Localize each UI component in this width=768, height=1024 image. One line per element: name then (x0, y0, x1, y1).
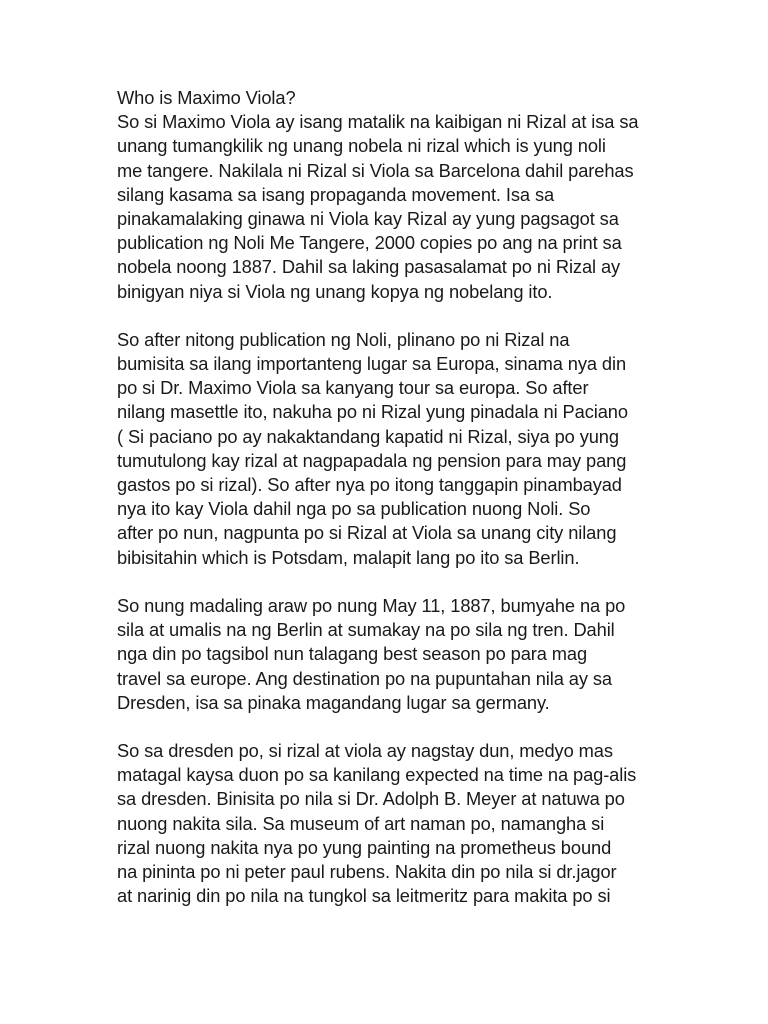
text-line: at narinig din po nila na tungkol sa leitmeritz para makita po si (117, 885, 611, 907)
text-line: So si Maximo Viola ay isang matalik na kaibigan ni Rizal at isa sa (117, 111, 639, 133)
text-line: So after nitong publication ng Noli, plinano po ni Rizal na (117, 328, 570, 350)
document-title: Who is Maximo Viola? (117, 87, 296, 108)
text-line: unang tumangkilik ng unang nobela ni rizal which is yung noli (117, 135, 606, 157)
paragraph-1 (117, 86, 657, 304)
text-line: nga din po tagsibol nun talagang best season po para mag (117, 643, 588, 665)
text-line: bumisita sa ilang importanteng lugar sa Europa, sinama nya din (117, 353, 627, 375)
text-line: pinakamalaking ginawa ni Viola kay Rizal ay yung pagsagot sa (117, 207, 619, 229)
text-line: nya ito kay Viola dahil nga po sa publication nuong Noli. So (117, 498, 591, 520)
text-line: rizal nuong nakita nya po yung painting na prometheus bound (117, 836, 612, 858)
paragraph-4 (117, 739, 657, 908)
text-line: publication ng Noli Me Tangere, 2000 copies po ang na print sa (117, 232, 622, 254)
text-line: gastos po si rizal). So after nya po itong tanggapin pinambayad (117, 474, 622, 495)
paragraph-spacer (117, 304, 657, 328)
text-line: me tangere. Nakilala ni Rizal si Viola sa Barcelona dahil parehas (117, 159, 634, 181)
text-line: silang kasama sa isang propaganda movement. Isa sa (117, 183, 555, 205)
text-line: binigyan niya si Viola ng unang kopya ng nobelang ito. (117, 280, 553, 302)
paragraph-3 (117, 594, 657, 715)
text-line: sila at umalis na ng Berlin at sumakay na po sila ng tren. Dahil (117, 619, 615, 641)
text-line: tumutulong kay rizal at nagpapadala ng pension para may pang (117, 449, 627, 471)
text-line: So sa dresden po, si rizal at viola ay nagstay dun, medyo mas (117, 740, 613, 762)
paragraph-2 (117, 328, 657, 570)
text-line: Dresden, isa sa pinaka magandang lugar sa germany. (117, 691, 550, 713)
document-body (117, 86, 657, 933)
text-line: nobela noong 1887. Dahil sa laking pasasalamat po ni Rizal ay (117, 256, 621, 278)
text-line: na pininta po ni peter paul rubens. Nakita din po nila si dr.jagor (117, 861, 617, 882)
text-line: sa dresden. Binisita po nila si Dr. Adolph B. Meyer at natuwa po (117, 788, 625, 810)
text-line: matagal kaysa duon po sa kanilang expected na time na pag-alis (117, 764, 637, 786)
text-line: So nung madaling araw po nung May 11, 1887, bumyahe na po (117, 594, 626, 616)
text-line: ( Si paciano po ay nakaktandang kapatid ni Rizal, siya po yung (117, 425, 619, 447)
text-line: nilang masettle ito, nakuha po ni Rizal yung pinadala ni Paciano (117, 401, 628, 423)
text-line: after po nun, nagpunta po si Rizal at Viola sa unang city nilang (117, 522, 617, 544)
text-line: bibisitahin which is Potsdam, malapit lang po ito sa Berlin. (117, 546, 580, 568)
text-line: po si Dr. Maximo Viola sa kanyang tour sa europa. So after (117, 377, 589, 399)
text-line: nuong nakita sila. Sa museum of art naman po, namangha si (117, 812, 605, 834)
text-line: travel sa europe. Ang destination po na pupuntahan nila ay sa (117, 667, 612, 689)
